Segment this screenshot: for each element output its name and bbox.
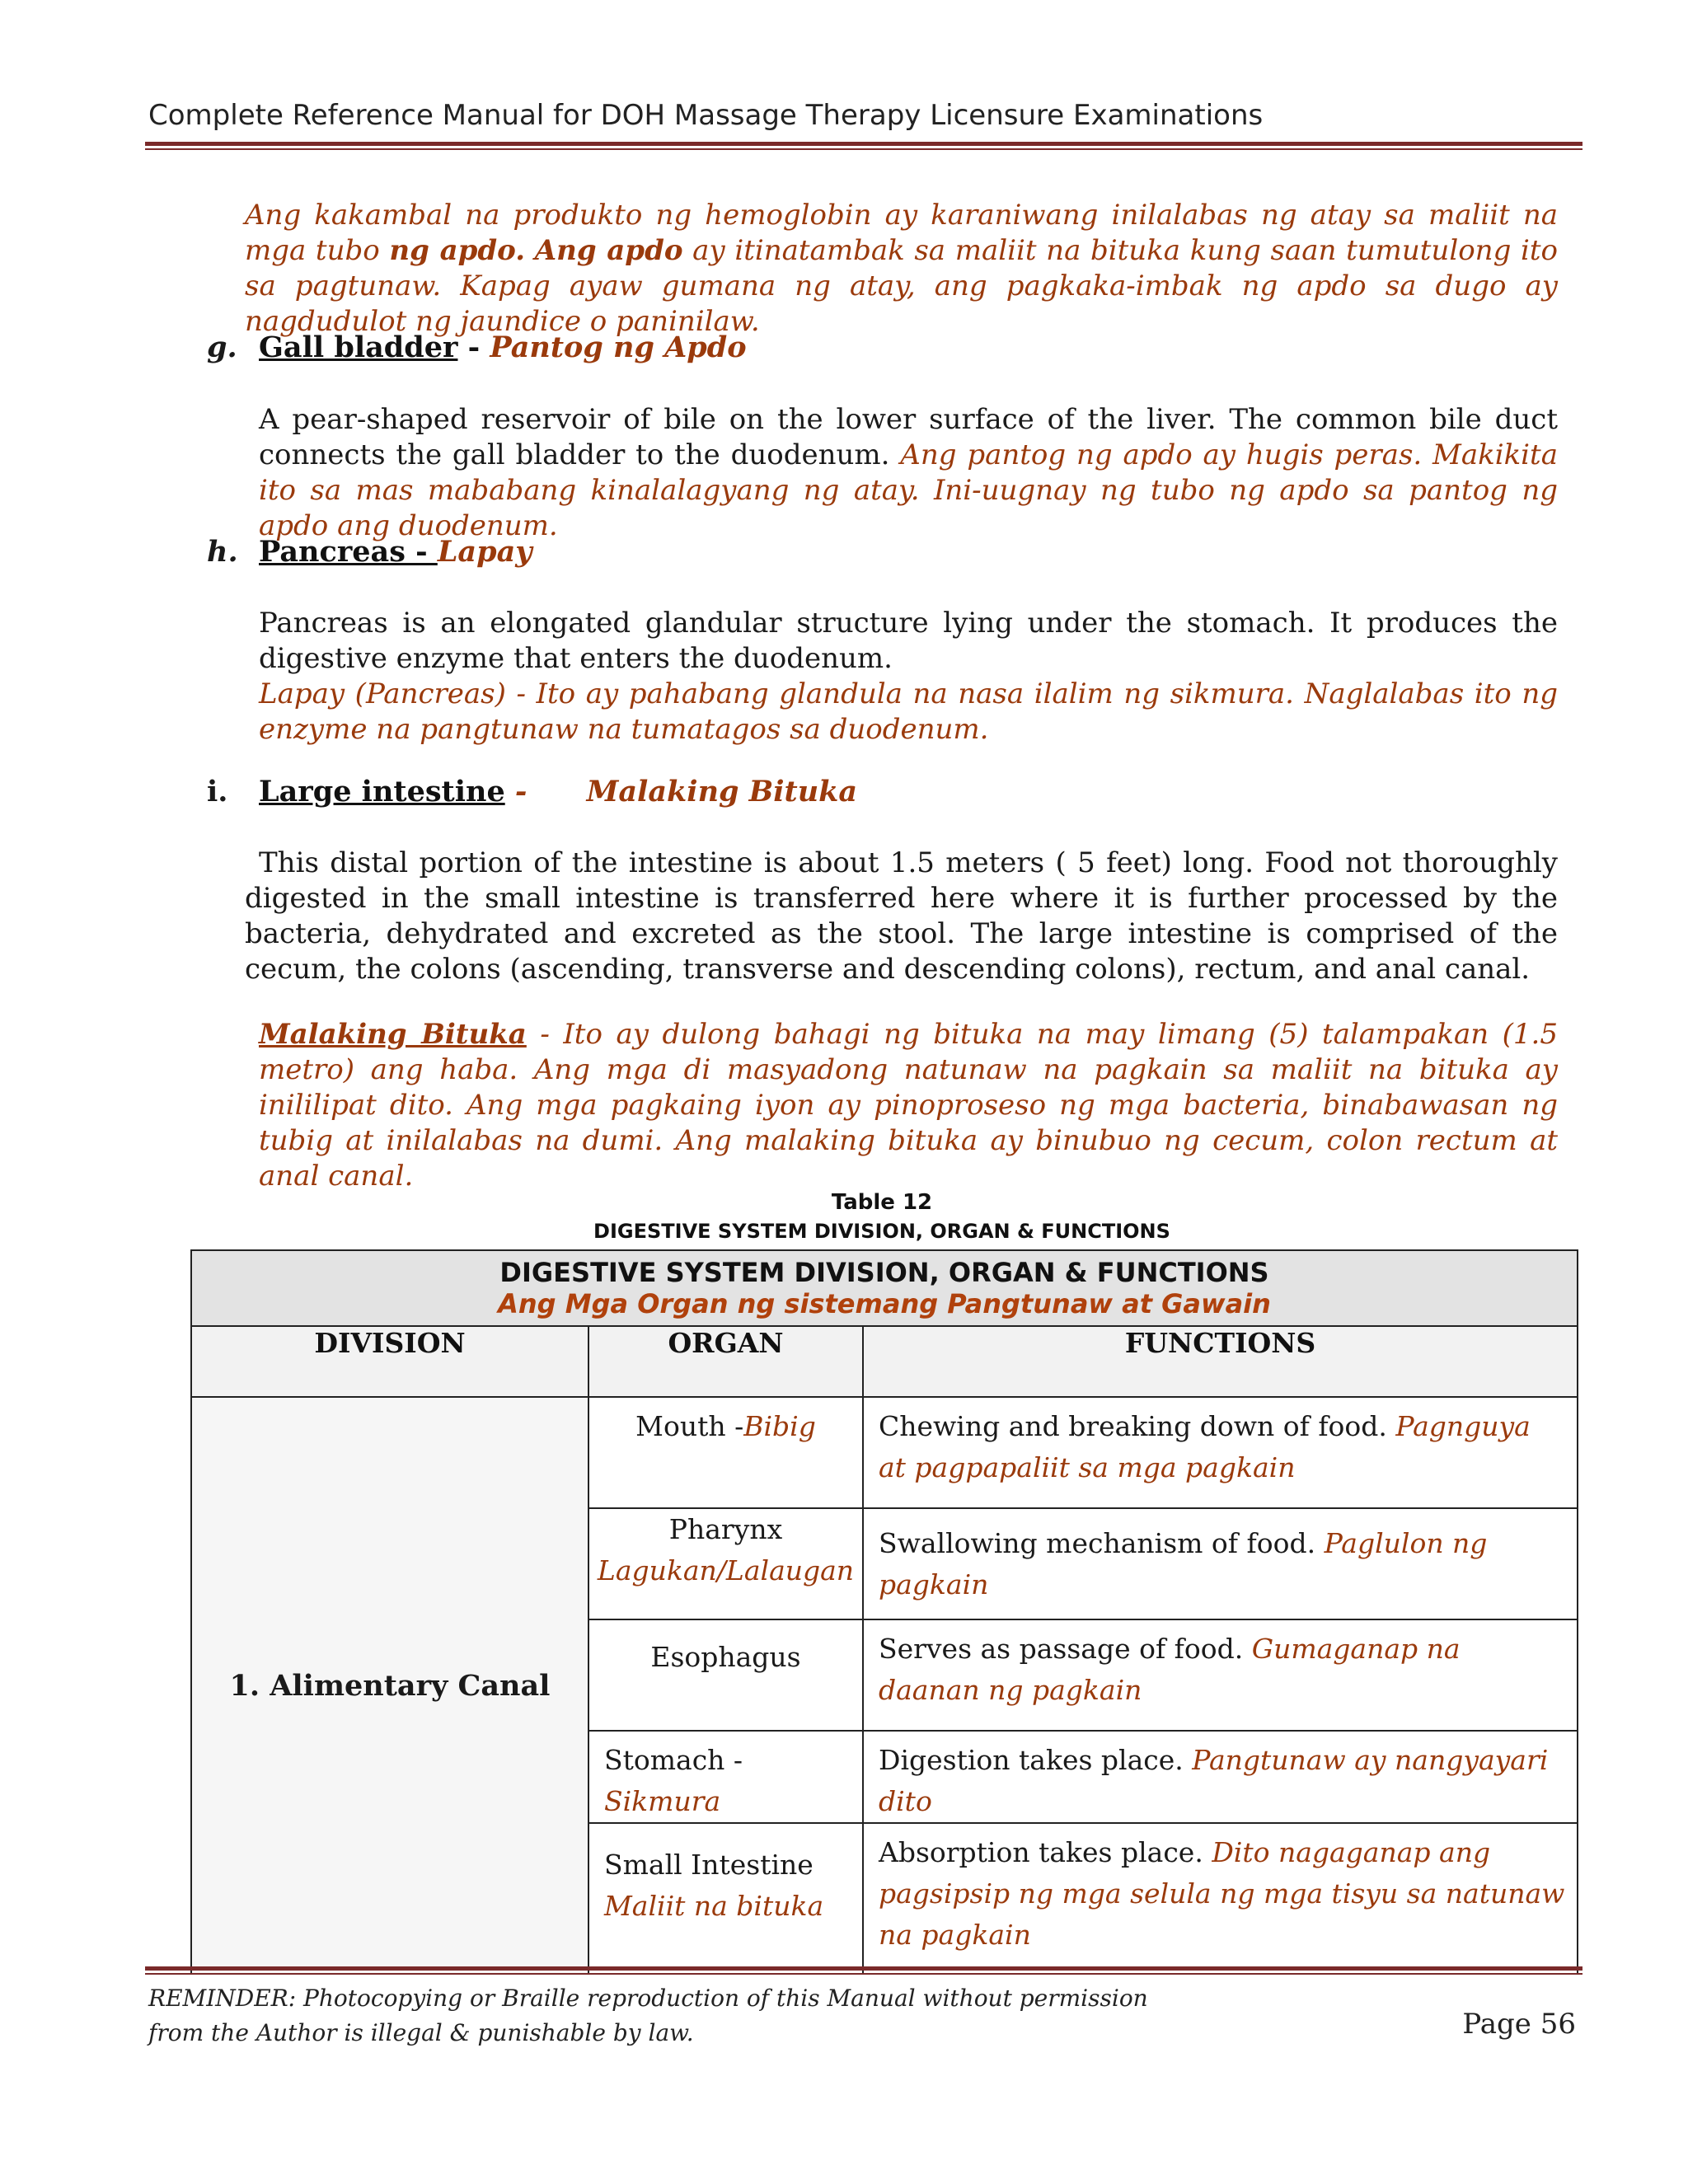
intro-text-3: ay itinatambak sa maliit na bituka kung saan tumutulong ito sa pagtunaw. Kapag ayaw gumana ng atay, ang pagkaka-imbak ng apdo sa dugo ay nagdudulot ng jaundice o paninilaw. — [245, 234, 1558, 338]
section-i-tagalog-term: Malaking Bituka — [259, 1018, 527, 1051]
section-h-heading — [207, 534, 1526, 571]
organ-cell — [588, 1823, 863, 1974]
section-h-english: Pancreas is an elongated glandular structure lying under the stomach. It produces the digestive enzyme that enters the duodenum. — [259, 607, 1558, 675]
header-organ: ORGAN — [588, 1326, 863, 1397]
intro-text-2 — [525, 234, 535, 267]
function-cell — [863, 1397, 1578, 1508]
digestive-table — [190, 1249, 1578, 1975]
intro-text-1: Ang kakambal na produkto ng hemoglobin ay karaniwang inilalabas ng atay sa maliit na mga tubo — [245, 199, 1558, 267]
section-i-translation: Malaking Bituka — [586, 775, 858, 808]
intro-paragraph — [245, 198, 1558, 340]
organ-name: Stomach - — [604, 1744, 743, 1776]
section-g-english: A pear-shaped reservoir of bile on the lower surface of the liver. The common bile duct connects the gall bladder to the duodenum. — [259, 403, 1558, 471]
table-title-cell — [191, 1250, 1578, 1326]
function-cell — [863, 1731, 1578, 1823]
section-g-translation: Pantog ng Apdo — [490, 330, 747, 364]
organ-cell — [588, 1397, 863, 1508]
function-cell — [863, 1823, 1578, 1974]
table-row — [191, 1397, 1578, 1508]
section-h-translation: Lapay — [437, 535, 532, 569]
intro-bold-2: Ang apdo — [534, 234, 683, 267]
section-h-term: Pancreas - — [259, 535, 438, 569]
function-tagalog: Paglulon ng pagkain — [879, 1526, 1488, 1601]
function-tagalog: Pagnguya at pagpapaliit sa mga pagkain — [879, 1410, 1531, 1483]
section-g-tagalog: Ang pantog ng apdo ay hugis peras. Makikita ito sa mas mababang kinalalagyang ng atay. Ini-uugnay ng tubo ng apdo sa pantog ng apdo ang duodenum. — [259, 438, 1558, 542]
function-tagalog: Pangtunaw ay nangyayari dito — [879, 1744, 1549, 1817]
organ-name: Esophagus — [650, 1641, 801, 1673]
function-english: Absorption takes place. — [879, 1836, 1212, 1868]
reminder-line-1: REMINDER: Photocopying or Braille reproduction of this Manual without permission — [148, 1985, 1148, 2012]
section-g-letter: g. — [207, 330, 237, 364]
section-i-english: This distal portion of the intestine is about 1.5 meters ( 5 feet) long. Food not thoroughly digested in the small intestine is transferred here where it is further processed by the bacteria, dehydrated and excreted as the stool. The large intestine is comprised of the cecum, the colons (ascending, transverse and descending colons), rectum, and anal canal. — [245, 846, 1558, 986]
organ-translation: Lagukan/Lalaugan — [597, 1554, 855, 1586]
header-division: DIVISION — [191, 1326, 588, 1397]
organ-name: Pharynx — [668, 1513, 783, 1545]
organ-cell — [588, 1731, 863, 1823]
section-h-tagalog: Lapay (Pancreas) - Ito ay pahabang glandula na nasa ilalim ng sikmura. Naglalabas ito ng enzyme na pangtunaw na tumatagos sa duodenum. — [259, 677, 1558, 746]
table-caption-number: Table 12 — [831, 1190, 933, 1215]
header-rule — [145, 142, 1582, 150]
section-h-letter: h. — [207, 535, 238, 569]
section-g-sep: - — [457, 330, 490, 364]
section-i-sep: - — [504, 775, 537, 808]
intro-bold-1: ng apdo. — [389, 234, 526, 267]
section-g-body — [259, 402, 1558, 544]
organ-name: Small Intestine — [604, 1849, 814, 1881]
organ-cell — [588, 1508, 863, 1619]
table-caption-title: DIGESTIVE SYSTEM DIVISION, ORGAN & FUNCTIONS — [593, 1220, 1170, 1243]
section-i-tagalog-block — [259, 1017, 1558, 1194]
footer-rule — [145, 1966, 1582, 1975]
function-english: Serves as passage of food. — [879, 1633, 1252, 1665]
function-tagalog: Gumaganap na daanan ng pagkain — [879, 1633, 1461, 1706]
division-cell: 1. Alimentary Canal — [191, 1397, 588, 1974]
page-header-title: Complete Reference Manual for DOH Massage Therapy Licensure Examinations — [148, 99, 1264, 132]
section-i-tagalog: - Ito ay dulong bahagi ng bituka na may limang (5) talampakan (1.5 metro) ang haba. Ang mga di masyadong natunaw na pagkain sa maliit na bituka ay inililipat dito. Ang mga pagkaing iyon ay pinoproseso ng mga bacteria, binabawasan ng tubig at inilalabas na dumi. Ang malaking bituka ay binubuo ng cecum, colon rectum at anal canal. — [259, 1018, 1558, 1193]
function-cell — [863, 1619, 1578, 1731]
organ-translation: Maliit na bituka — [604, 1890, 824, 1922]
function-english: Digestion takes place. — [879, 1744, 1193, 1776]
function-english: Swallowing mechanism of food. — [879, 1526, 1325, 1559]
function-tagalog: Dito nagaganap ang pagsipsip ng mga selula ng mga tisyu sa natunaw na pagkain — [879, 1836, 1565, 1951]
table-subtitle: Ang Mga Organ ng sistemang Pangtunaw at Gawain — [498, 1288, 1271, 1319]
organ-translation: Bibig — [743, 1410, 816, 1442]
organ-name: Mouth - — [635, 1410, 744, 1442]
table-title: DIGESTIVE SYSTEM DIVISION, ORGAN & FUNCTIONS — [499, 1257, 1269, 1288]
organ-translation: Sikmura — [604, 1785, 721, 1817]
page-number: Page 56 — [1462, 2008, 1576, 2041]
section-g-term: Gall bladder — [259, 330, 458, 364]
reminder-note — [148, 1981, 1220, 2050]
function-english: Chewing and breaking down of food. — [879, 1410, 1396, 1442]
organ-cell — [588, 1619, 863, 1731]
function-cell — [863, 1508, 1578, 1619]
reminder-line-2: from the Author is illegal & punishable by law. — [148, 2019, 694, 2046]
section-i-letter: i. — [207, 775, 228, 808]
section-i-heading — [207, 774, 1526, 811]
header-functions: FUNCTIONS — [863, 1326, 1578, 1397]
section-g-heading — [207, 330, 1526, 367]
section-i-term: Large intestine — [259, 775, 505, 808]
